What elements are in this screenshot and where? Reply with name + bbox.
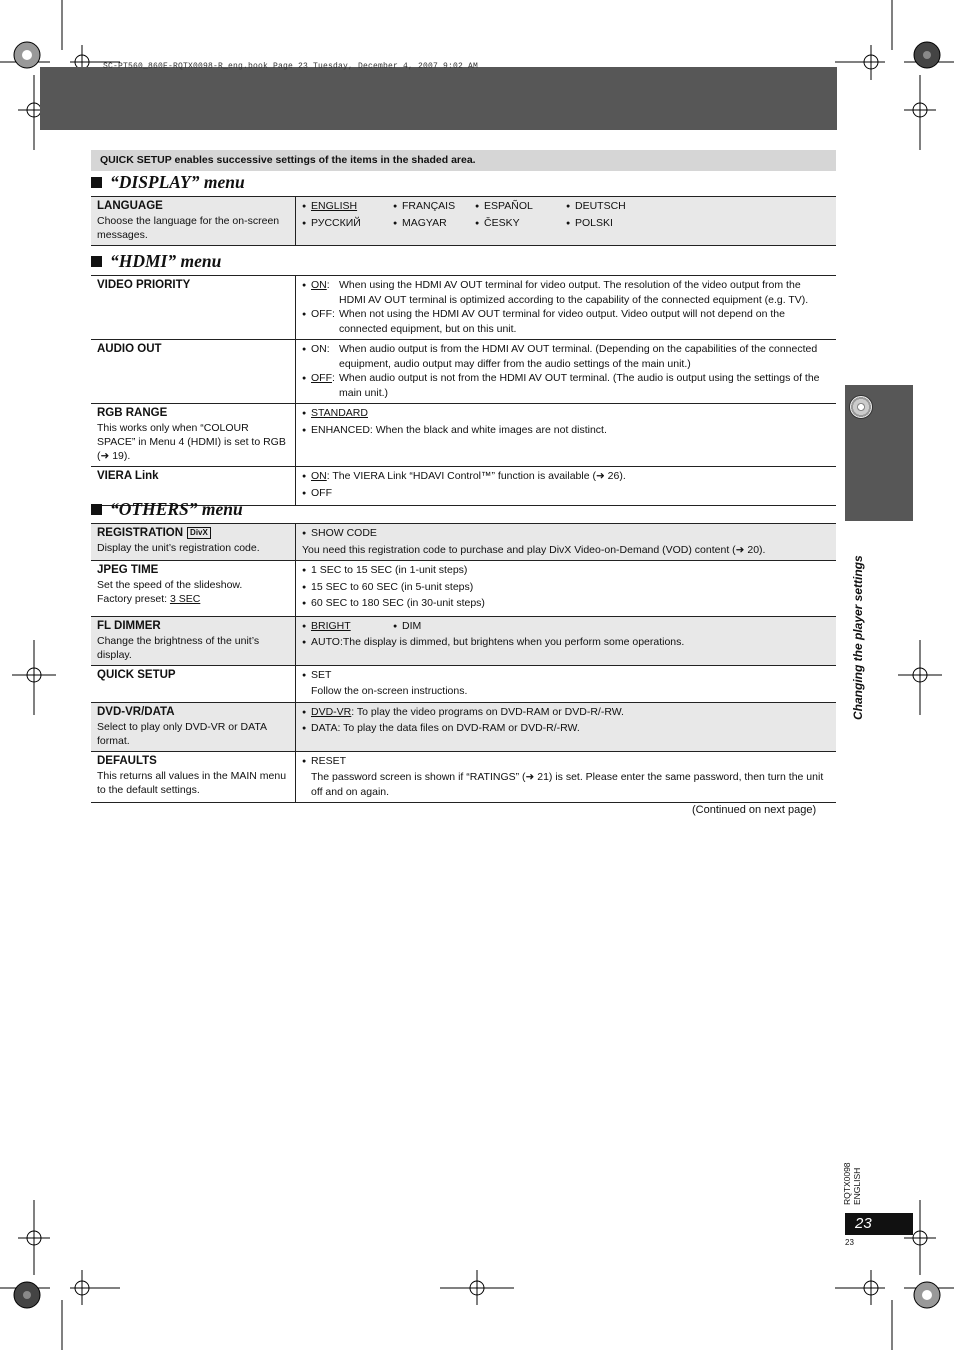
viera-link-on-key: ON xyxy=(311,470,327,482)
fl-dimmer-title: FL DIMMER xyxy=(97,619,161,632)
lang-option: ENGLISH xyxy=(311,200,358,212)
display-menu-table xyxy=(91,196,836,246)
audio-out-title: AUDIO OUT xyxy=(97,343,162,355)
others-menu-heading xyxy=(91,499,243,519)
defaults-desc: This returns all values in the MAIN menu to the default settings. xyxy=(97,769,287,796)
page-number-small: 23 xyxy=(845,1238,854,1247)
doc-code: RQTX0098 xyxy=(842,1162,852,1205)
lang-option: DEUTSCH xyxy=(575,200,626,212)
audio-out-off-key: OFF xyxy=(311,372,332,384)
language-desc: Choose the language for the on-screen messages. xyxy=(97,215,280,241)
defaults-option: RESET xyxy=(311,754,347,767)
table-row xyxy=(91,702,836,751)
quick-setup-option: SET xyxy=(311,668,332,681)
table-row: AUDIO OUT ● ON: When audio output is from the HDMI AV OUT terminal. (Depending on the capabilities of the connected equipment, audio output may differ from the audio settings of the main unit.) ● OFF: When audio output is not from the HDMI AV OUT terminal. (The audio is output using the settings of the main unit.) xyxy=(91,340,836,404)
viera-link-on-text: : The VIERA Link “HDAVI Control™” function is available (➜ 26). xyxy=(326,470,626,482)
display-menu-heading xyxy=(91,172,245,192)
jpeg-time-preset-value: 3 SEC xyxy=(169,593,201,605)
square-bullet-icon xyxy=(91,504,102,515)
video-priority-off-text: When not using the HDMI AV OUT terminal for video output. Video output will not depend on the connected equipment, but on this unit. xyxy=(339,308,785,335)
others-menu-table xyxy=(91,523,836,803)
defaults-title: DEFAULTS xyxy=(97,754,157,767)
table-row xyxy=(91,616,836,665)
language-title: LANGUAGE xyxy=(97,200,163,212)
display-menu-title: “DISPLAY” menu xyxy=(110,172,245,192)
registration-desc: Display the unit’s registration code. xyxy=(97,542,260,554)
table-row xyxy=(91,404,836,467)
video-priority-title: VIDEO PRIORITY xyxy=(97,279,191,291)
audio-out-off-text: When audio output is not from the HDMI AV OUT terminal. (The audio is output using the settings of the main unit.) xyxy=(339,372,820,399)
fl-dimmer-auto: AUTO:The display is dimmed, but brightens when you perform some operations. xyxy=(311,636,685,648)
audio-out-on-text: When audio output is from the HDMI AV OUT terminal. (Depending on the capabilities of the connected equipment, audio output may differ from the audio settings of the main unit.) xyxy=(339,343,818,370)
viera-link-title: VIERA Link xyxy=(97,470,159,482)
table-row xyxy=(91,197,836,246)
page-number: 23 xyxy=(845,1213,913,1235)
file-info-line: SC-PT560_860E-RQTX0098-R_eng.book Page 23 Tuesday, December 4, 2007 9:02 AM xyxy=(103,62,479,71)
square-bullet-icon xyxy=(91,177,102,188)
dvd-vr-key: DVD-VR xyxy=(311,705,352,718)
video-priority-on-key: ON xyxy=(311,279,327,291)
quick-setup-note: QUICK SETUP enables successive settings of the items in the shaded area. xyxy=(91,150,836,171)
dvd-vr-data-desc: Select to play only DVD-VR or DATA format. xyxy=(97,720,267,747)
hdmi-menu-title: “HDMI” menu xyxy=(110,251,222,271)
hdmi-menu-table xyxy=(91,275,836,506)
rgb-range-standard: STANDARD xyxy=(311,407,368,419)
lang-option: POLSKI xyxy=(575,216,613,229)
quick-setup-note-text: Follow the on-screen instructions. xyxy=(311,685,468,697)
jpeg-time-preset-label: Factory preset: xyxy=(97,593,170,605)
fl-dimmer-bright: BRIGHT xyxy=(311,619,351,632)
hdmi-menu-heading xyxy=(91,251,221,271)
doc-code-block xyxy=(842,1162,862,1205)
table-row xyxy=(91,665,836,702)
table-row xyxy=(91,751,836,803)
jpeg-time-title: JPEG TIME xyxy=(97,564,159,576)
video-priority-on-text: When using the HDMI AV OUT terminal for video output. The resolution of the video output from the HDMI AV OUT terminal is optimized according to the capability of the connected equipment (e.g. TV). xyxy=(339,279,809,306)
jpeg-time-option: 60 SEC to 180 SEC (in 30-unit steps) xyxy=(311,597,485,609)
dvd-vr-text: : To play the video programs on DVD-RAM or DVD-R/-RW. xyxy=(351,705,624,718)
rgb-range-title: RGB RANGE xyxy=(97,407,168,419)
data-option: DATA: To play the data files on DVD-RAM or DVD-R/-RW. xyxy=(311,722,580,734)
audio-out-on-key: ON xyxy=(311,343,327,355)
registration-note: You need this registration code to purchase and play DivX Video-on-Demand (VOD) content (➜ 20). xyxy=(302,543,766,556)
video-priority-off-key: OFF xyxy=(311,308,332,320)
lang-option: ČESKY xyxy=(484,216,520,229)
dvd-vr-data-title: DVD-VR/DATA xyxy=(97,705,175,718)
registration-option: SHOW CODE xyxy=(311,527,377,539)
side-label: Changing the player settings xyxy=(851,555,865,720)
defaults-note: The password screen is shown if “RATINGS” (➜ 21) is set. Please enter the same password, then turn the unit off and on again. xyxy=(311,771,824,798)
doc-language: ENGLISH xyxy=(852,1167,862,1205)
viera-link-off: OFF xyxy=(311,486,332,499)
registration-title: REGISTRATION xyxy=(97,527,184,539)
fl-dimmer-desc: Change the brightness of the unit’s display. xyxy=(97,634,260,661)
continued-note: (Continued on next page) xyxy=(692,804,817,816)
jpeg-time-option: 15 SEC to 60 SEC (in 5-unit steps) xyxy=(311,580,474,593)
table-row xyxy=(91,561,836,617)
rgb-range-enhanced: ENHANCED: When the black and white images are not distinct. xyxy=(311,423,607,436)
jpeg-time-desc: Set the speed of the slideshow. xyxy=(97,579,243,591)
jpeg-time-option: 1 SEC to 15 SEC (in 1-unit steps) xyxy=(311,564,468,576)
lang-option: РУССКИЙ xyxy=(311,216,361,229)
rgb-range-desc: This works only when “COLOUR SPACE” in Menu 4 (HDMI) is set to RGB (➜ 19). xyxy=(97,422,286,462)
divx-badge: DivX xyxy=(187,527,211,539)
fl-dimmer-dim: DIM xyxy=(402,619,422,632)
quick-setup-title: QUICK SETUP xyxy=(97,668,176,681)
disc-icon xyxy=(849,395,873,419)
square-bullet-icon xyxy=(91,256,102,267)
header-bar xyxy=(40,67,837,130)
lang-option: ESPAÑOL xyxy=(484,200,533,212)
table-row: VIDEO PRIORITY ● ON: When using the HDMI AV OUT terminal for video output. The resolution of the video output from the HDMI AV OUT terminal is optimized according to the capability of the connected equipment (e.g. TV). ● OFF: When not using the HDMI AV OUT terminal for video output. Video output will not depend on the connected equipment, but on this unit. xyxy=(91,276,836,340)
language-options xyxy=(302,199,830,232)
lang-option: MAGYAR xyxy=(402,216,447,229)
table-row xyxy=(91,524,836,561)
others-menu-title: “OTHERS” menu xyxy=(110,499,243,519)
lang-option: FRANÇAIS xyxy=(402,200,456,212)
